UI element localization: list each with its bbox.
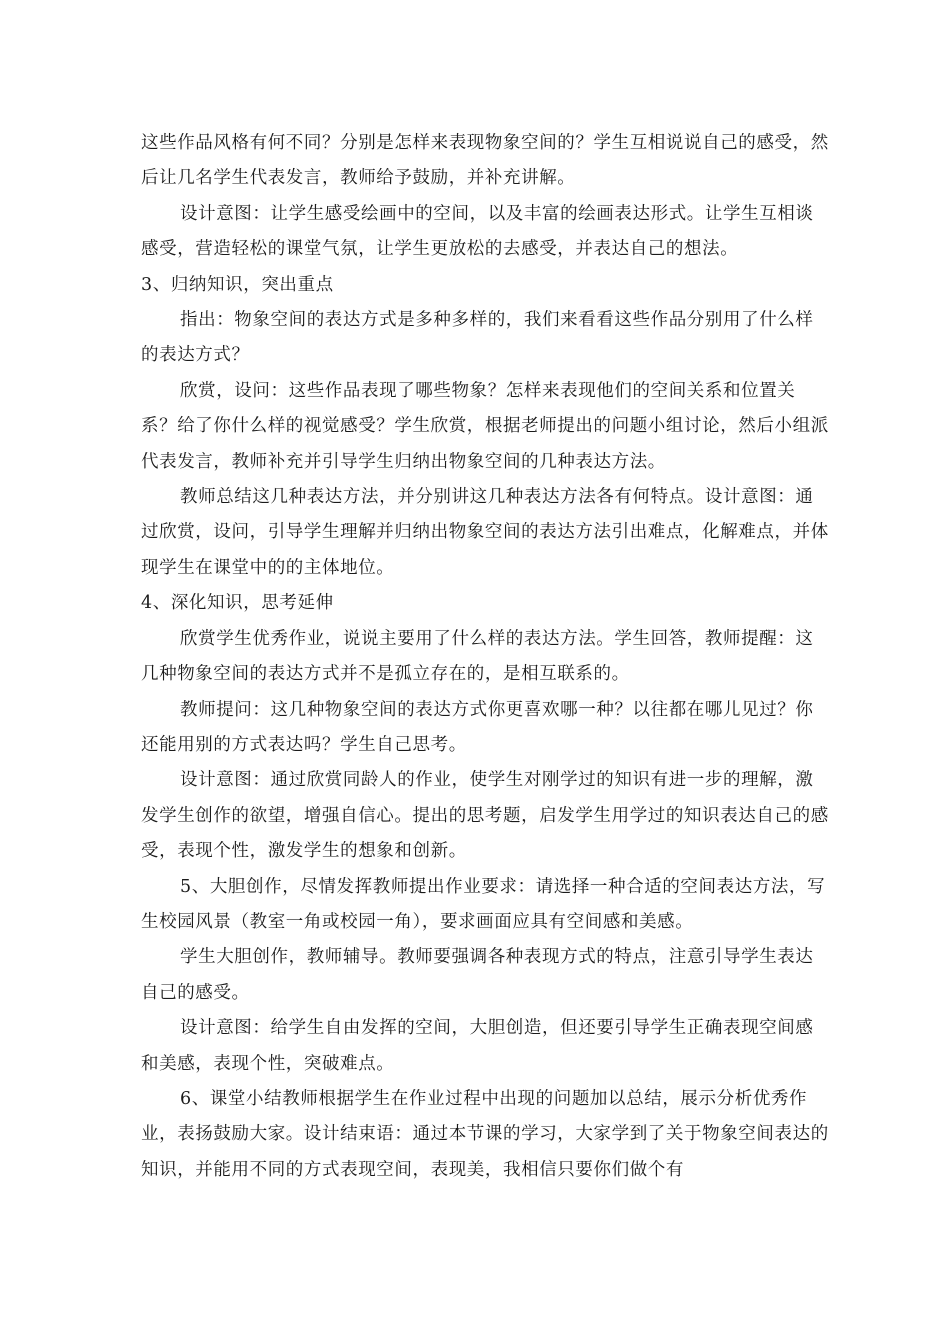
paragraph-2: 设计意图：让学生感受绘画中的空间，以及丰富的绘画表达形式。让学生互相谈感受，营造轻松的课堂气氛，让学生更放松的去感受，并表达自己的想法。 — [141, 203, 814, 260]
paragraph-14: 6、课堂小结教师根据学生在作业过程中出现的问题加以总结，展示分析优秀作业，表扬鼓励大家。设计结束语：通过本节课的学习，大家学到了关于物象空间表达的知识，并能用不同的方式表现空间，表现美，我相信只要你们做个有 — [141, 1088, 829, 1180]
paragraph-4: 指出：物象空间的表达方式是多种多样的，我们来看看这些作品分别用了什么样的表达方式？ — [141, 310, 814, 366]
paragraph-10: 设计意图：通过欣赏同龄人的作业，使学生对刚学过的知识有进一步的理解，激发学生创作的欲望，增强自信心。提出的思考题，启发学生用学过的知识表达自己的感受，表现个性，激发学生的想象和创新。 — [141, 770, 829, 862]
paragraph-6: 教师总结这几种表达方法，并分别讲这几种表达方法各有何特点。设计意图：通过欣赏，设问，引导学生理解并归纳出物象空间的表达方法引出难点，化解难点，并体现学生在课堂中的的主体地位。 — [141, 487, 829, 578]
paragraph-8: 欣赏学生优秀作业，说说主要用了什么样的表达方法。学生回答，教师提醒：这几种物象空间的表达方式并不是孤立存在的，是相互联系的。 — [141, 628, 814, 685]
paragraph-11: 5、大胆创作，尽情发挥教师提出作业要求：请选择一种合适的空间表达方法，写生校园风景（教室一角或校园一角），要求画面应具有空间感和美感。 — [141, 876, 826, 932]
document-body — [141, 126, 831, 1188]
paragraph-9: 教师提问：这几种物象空间的表达方式你更喜欢哪一种？以往都在哪儿见过？你还能用别的方式表达吗？学生自己思考。 — [141, 699, 814, 755]
paragraph-1: 这些作品风格有何不同？分别是怎样来表现物象空间的？学生互相说说自己的感受，然后让几名学生代表发言，教师给予鼓励，并补充讲解。 — [141, 133, 829, 189]
paragraph-5: 欣赏，设问：这些作品表现了哪些物象？怎样来表现他们的空间关系和位置关系？给了你什么样的视觉感受？学生欣赏，根据老师提出的问题小组讨论，然后小组派代表发言，教师补充并引导学生归纳出物象空间的几种表达方法。 — [141, 380, 829, 472]
section-heading-4: 4、深化知识，思考延伸 — [141, 593, 334, 614]
paragraph-12: 学生大胆创作，教师辅导。教师要强调各种表现方式的特点，注意引导学生表达自己的感受。 — [141, 947, 814, 1003]
section-heading-3: 3、归纳知识，突出重点 — [141, 274, 334, 295]
paragraph-13: 设计意图：给学生自由发挥的空间，大胆创造，但还要引导学生正确表现空间感和美感，表现个性，突破难点。 — [141, 1018, 814, 1074]
